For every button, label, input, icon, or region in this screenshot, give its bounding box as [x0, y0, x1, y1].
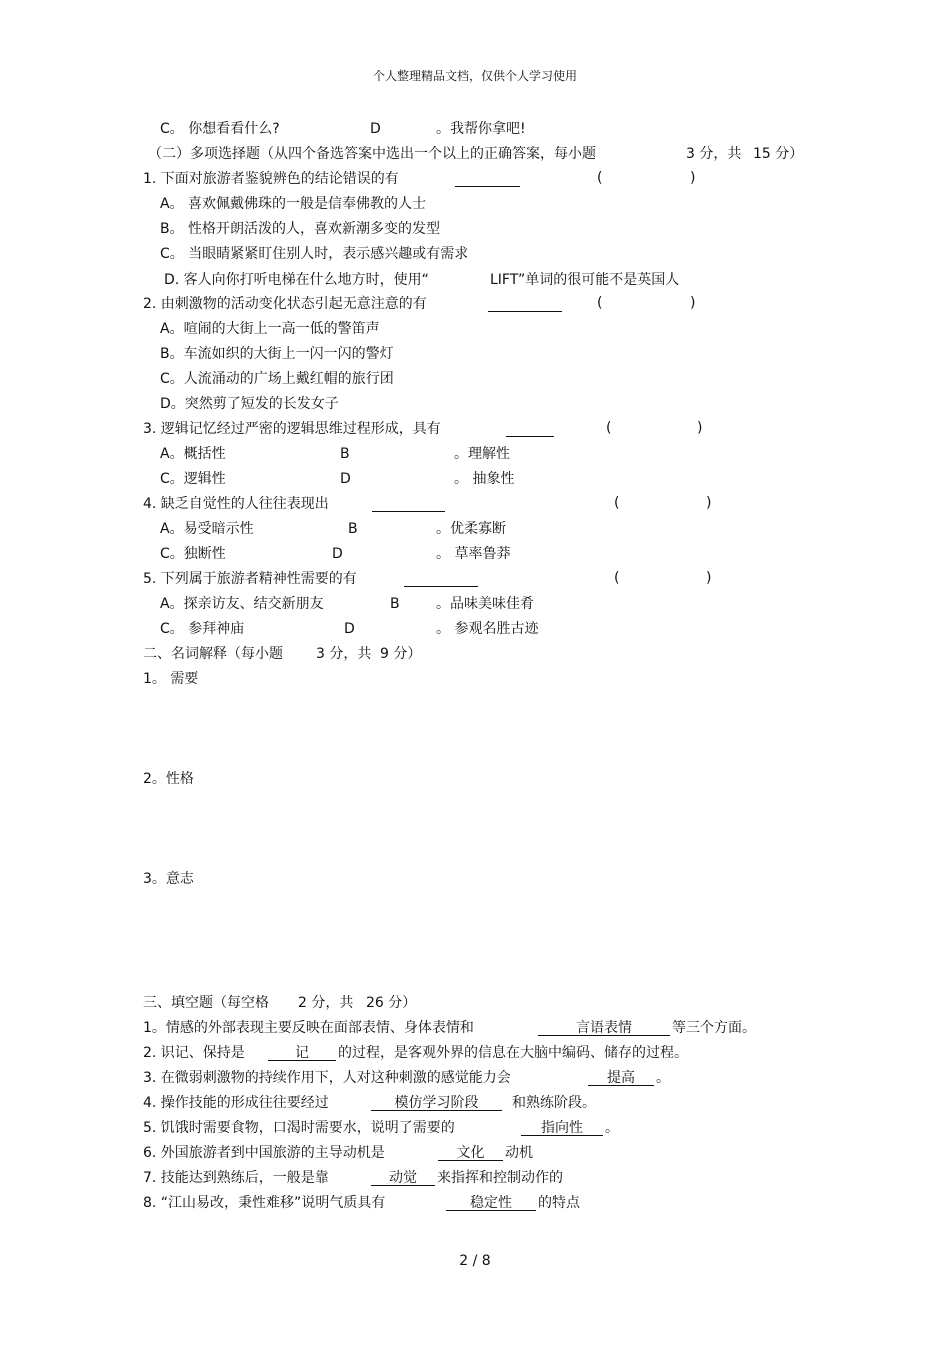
q3-option-d-text: 。 抽象性: [454, 471, 515, 487]
q5-option-d-text: 。 参观名胜古迹: [436, 621, 539, 637]
section-multi-score-a: 3 分，共: [686, 146, 742, 162]
fill-4-pre: 4. 操作技能的形成往往要经过: [143, 1095, 329, 1111]
section-terms-title-c: 9 分）: [380, 646, 422, 662]
q1-blank: [455, 186, 520, 187]
q4-blank: [372, 511, 445, 512]
q1-stem: 1. 下面对旅游者鉴貌辨色的结论错误的有: [143, 171, 399, 187]
fill-8-post: 的特点: [538, 1195, 580, 1211]
q3-option-b-text: 。理解性: [454, 446, 510, 462]
fill-3-pre: 3. 在微弱刺激物的持续作用下，人对这种刺激的感觉能力会: [143, 1070, 511, 1086]
section-fill-title-b: 2 分，共: [298, 995, 354, 1011]
q1-option-c: C。 当眼睛紧紧盯住别人时，表示感兴趣或有需求: [160, 246, 469, 262]
q5-paren-open: (: [614, 570, 620, 586]
fill-3-post: 。: [656, 1070, 670, 1086]
section-multi-title: （二）多项选择题（从四个备选答案中选出一个以上的正确答案，每小题: [148, 146, 596, 162]
q5-option-d-letter: D: [344, 621, 355, 637]
section-terms-title-b: 3 分，共: [316, 646, 372, 662]
q4-option-a: A。易受暗示性: [160, 521, 254, 537]
fill-6-pre: 6. 外国旅游者到中国旅游的主导动机是: [143, 1145, 385, 1161]
q4-paren-open: (: [614, 495, 620, 511]
fill-7-pre: 7. 技能达到熟练后，一般是靠: [143, 1170, 329, 1186]
fill-2-post: 的过程，是客观外界的信息在大脑中编码、储存的过程。: [338, 1045, 688, 1061]
fill-1-post: 等三个方面。: [672, 1020, 756, 1036]
q3-stem: 3. 逻辑记忆经过严密的逻辑思维过程形成，具有: [143, 421, 441, 437]
q3-paren-close: ): [697, 420, 703, 436]
section-multi-score-b: 15 分）: [753, 146, 804, 162]
q2-option-a: A。喧闹的大街上一高一低的警笛声: [160, 321, 380, 337]
q4-option-b-text: 。优柔寡断: [436, 521, 506, 537]
term-2: 2。性格: [143, 771, 194, 787]
fill-5-answer: 指向性: [541, 1120, 583, 1136]
q5-stem: 5. 下列属于旅游者精神性需要的有: [143, 571, 357, 587]
q5-option-a: A。探亲访友、结交新朋友: [160, 596, 324, 612]
q1-paren-close: ): [690, 170, 696, 186]
fill-5-post: 。: [605, 1120, 619, 1136]
fill-7-post: 来指挥和控制动作的: [437, 1170, 563, 1186]
fill-4-post: 和熟练阶段。: [512, 1095, 596, 1111]
prev-option-c: C。 你想看看什么?: [160, 121, 280, 137]
q4-stem: 4. 缺乏自觉性的人往往表现出: [143, 496, 329, 512]
q2-blank: [488, 311, 562, 312]
fill-7-answer: 动觉: [389, 1170, 417, 1186]
fill-6-answer: 文化: [456, 1145, 485, 1161]
q5-paren-close: ): [706, 570, 712, 586]
fill-8-answer: 稳定性: [470, 1195, 512, 1211]
q5-option-b-letter: B: [390, 596, 400, 612]
q3-option-c: C。逻辑性: [160, 471, 226, 487]
q3-paren-open: (: [606, 420, 612, 436]
q1-option-b: B。 性格开朗活泼的人，喜欢新潮多变的发型: [160, 221, 441, 237]
q4-option-d-text: 。 草率鲁莽: [436, 546, 511, 562]
q5-option-c: C。 参拜神庙: [160, 621, 245, 637]
q2-stem: 2. 由刺激物的活动变化状态引起无意注意的有: [143, 296, 427, 312]
q2-paren-close: ): [690, 295, 696, 311]
section-fill-title-c: 26 分）: [366, 995, 417, 1011]
fill-6-post: 动机: [505, 1145, 533, 1161]
q4-paren-close: ): [706, 495, 712, 511]
prev-option-d-text: 。我帮你拿吧!: [436, 121, 526, 137]
q5-blank: [404, 586, 478, 587]
page-footer: 2 / 8: [459, 1253, 491, 1269]
fill-2-answer: 记: [295, 1045, 309, 1061]
q1-option-d-post: LIFT”单词的很可能不是英国人: [490, 272, 680, 288]
q5-option-b-text: 。品味美味佳肴: [436, 596, 534, 612]
q2-option-c: C。人流涌动的广场上戴红帽的旅行团: [160, 371, 394, 387]
section-terms-title-a: 二、名词解释（每小题: [143, 646, 283, 662]
fill-1-answer: 言语表情: [576, 1020, 632, 1036]
fill-5-pre: 5. 饥饿时需要食物，口渴时需要水，说明了需要的: [143, 1120, 455, 1136]
q1-option-d-pre: D. 客人向你打听电梯在什么地方时，使用“: [164, 272, 429, 288]
q4-option-b-letter: B: [348, 521, 358, 537]
q1-option-a: A。 喜欢佩戴佛珠的一般是信奉佛教的人士: [160, 196, 427, 212]
fill-4-answer: 模仿学习阶段: [394, 1095, 479, 1111]
prev-option-d-letter: D: [370, 121, 381, 137]
fill-1-pre: 1。情感的外部表现主要反映在面部表情、身体表情和: [143, 1020, 474, 1036]
fill-2-pre: 2. 识记、保持是: [143, 1045, 245, 1061]
fill-3-answer: 提高: [607, 1070, 635, 1086]
q2-option-b: B。车流如织的大街上一闪一闪的警灯: [160, 346, 394, 362]
section-fill-title-a: 三、填空题（每空格: [143, 995, 269, 1011]
fill-8-pre: 8. “江山易改，秉性难移”说明气质具有: [143, 1195, 386, 1211]
term-3: 3。意志: [143, 871, 194, 887]
q4-option-d-letter: D: [332, 546, 343, 562]
q2-option-d: D。突然剪了短发的长发女子: [160, 396, 339, 412]
q3-option-a: A。概括性: [160, 446, 226, 462]
q4-option-c: C。独断性: [160, 546, 226, 562]
term-1: 1。 需要: [143, 671, 199, 687]
q3-option-d-letter: D: [340, 471, 351, 487]
q3-option-b-letter: B: [340, 446, 350, 462]
q3-blank: [506, 436, 554, 437]
q1-paren-open: (: [597, 170, 603, 186]
page-header: 个人整理精品文档，仅供个人学习使用: [372, 69, 577, 83]
q2-paren-open: (: [597, 295, 603, 311]
